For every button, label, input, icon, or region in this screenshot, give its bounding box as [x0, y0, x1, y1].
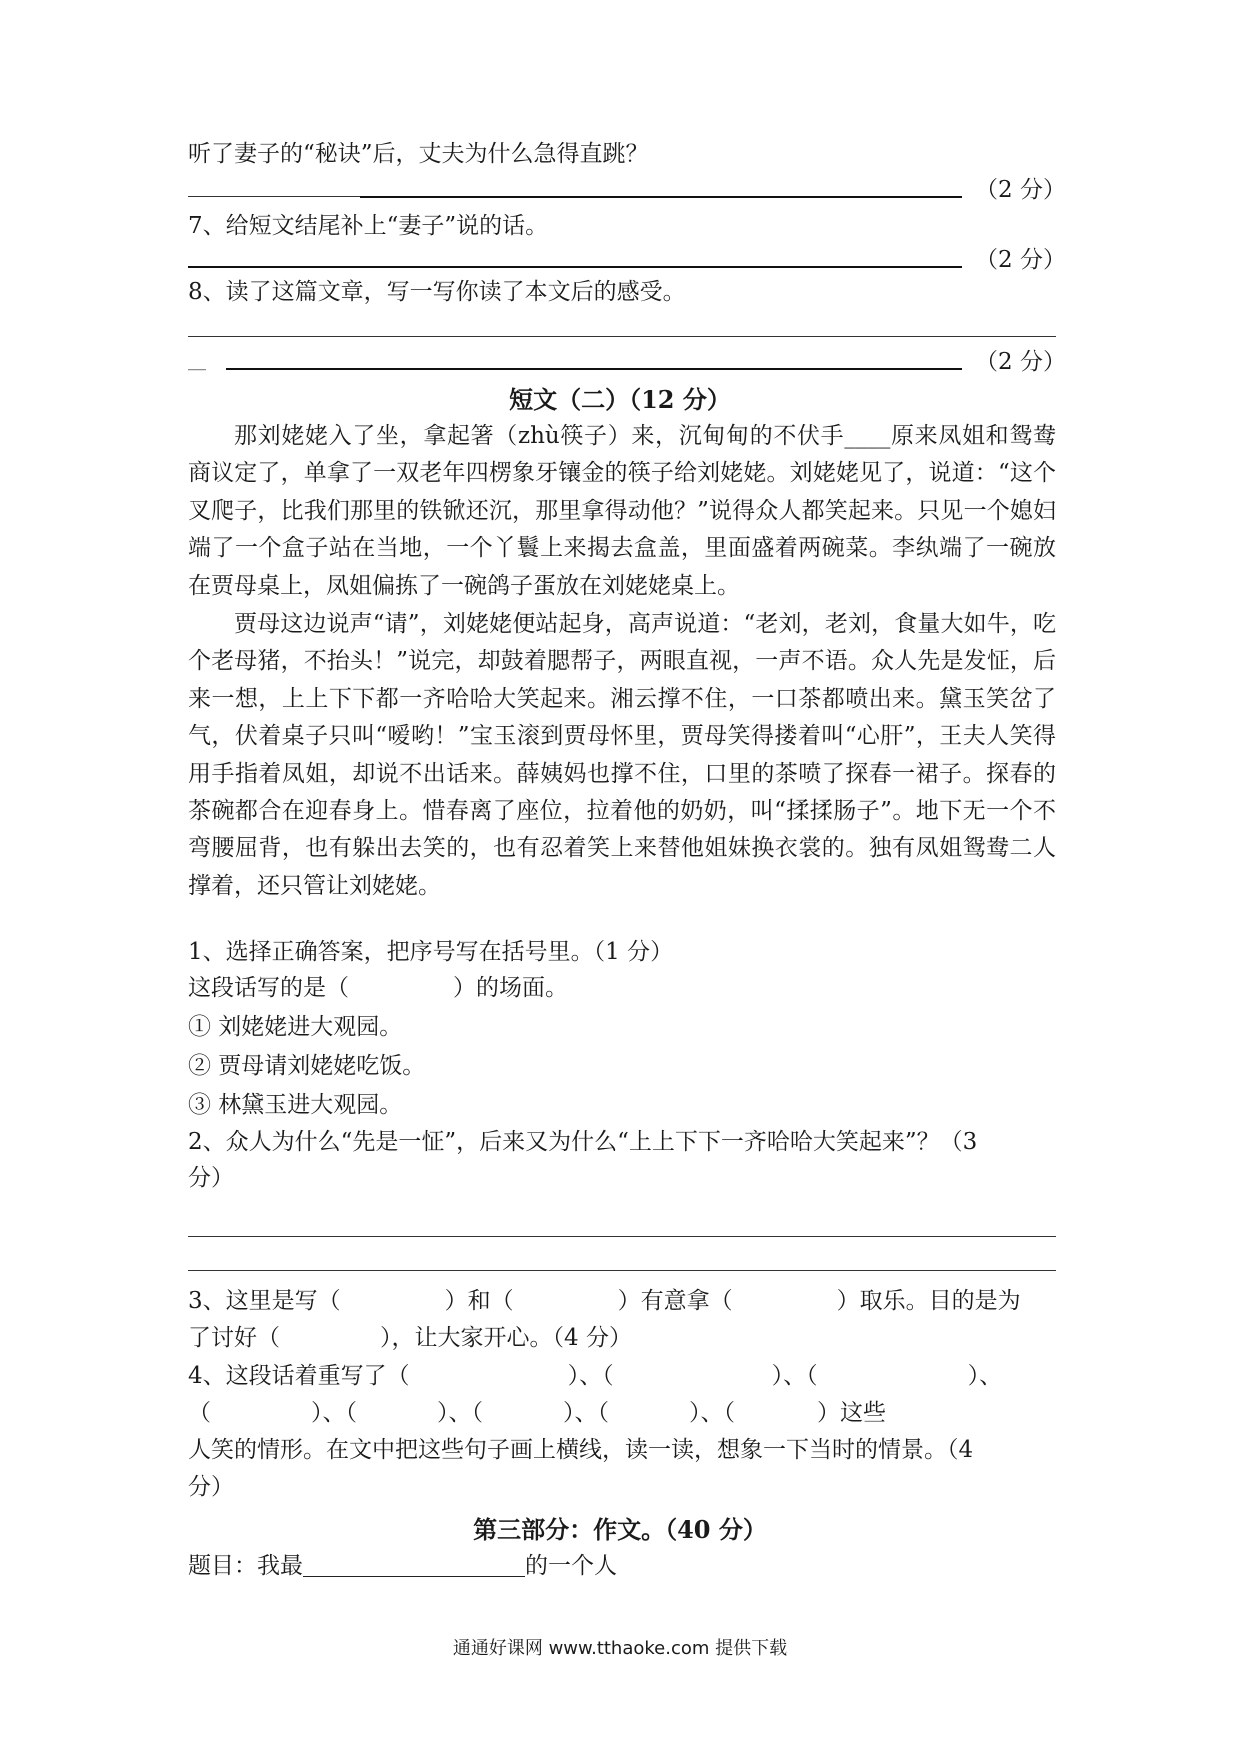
p2-question-3-cont [188, 1320, 632, 1356]
p2-question-4 [188, 1358, 1002, 1394]
answer-line[interactable] [360, 196, 962, 198]
q4-part: ）这些 [817, 1400, 886, 1426]
answer-line[interactable] [226, 368, 962, 370]
p2-question-4-cont: 人笑的情形。在文中把这些句子画上横线，读一读，想象一下当时的情景。（4 [188, 1437, 974, 1463]
score-label: （2 分） [975, 247, 1066, 273]
q3-part: ）有意拿（ [617, 1288, 733, 1314]
answer-line[interactable] [188, 1236, 1056, 1237]
p2-question-1-stem [188, 970, 568, 1006]
question-7-text: 7、给短文结尾补上“妻子”说的话。 [188, 213, 549, 239]
answer-line[interactable] [188, 336, 1056, 337]
essay-suffix: 的一个人 [525, 1553, 617, 1579]
q3-part: ）和（ [444, 1288, 514, 1314]
essay-title-line [188, 1548, 617, 1584]
question-8-text: 8、读了这篇文章，写一写你读了本文后的感受。 [188, 279, 686, 305]
q3-part: 3、这里是写（ [188, 1288, 341, 1314]
stem-part: ）的场面。 [453, 975, 568, 1001]
option-2: ② 贾母请刘姥姥吃饭。 [188, 1053, 426, 1079]
part-3-title: 第三部分：作文。（40 分） [473, 1515, 767, 1544]
p2-question-3 [188, 1283, 1021, 1319]
option-3: ③ 林黛玉进大观园。 [188, 1092, 403, 1118]
p2-question-4-blanks [188, 1395, 886, 1431]
q4-part: ）、 [967, 1363, 1003, 1389]
p2-question-4-cont2: 分） [188, 1474, 234, 1500]
q4-part: （ [188, 1400, 211, 1426]
score-label: （2 分） [975, 349, 1066, 375]
q3-part: 了讨好（ [188, 1325, 280, 1351]
q4-part: ）、（ [311, 1400, 357, 1426]
answer-line[interactable] [188, 196, 360, 197]
essay-blank[interactable] [303, 1552, 525, 1577]
option-1: ① 刘姥姥进大观园。 [188, 1014, 403, 1040]
dash-prefix: __ [188, 350, 206, 371]
essay-prefix: 题目：我最 [188, 1553, 303, 1579]
answer-line[interactable] [188, 1270, 1056, 1271]
q3-part: ）取乐。目的是为 [836, 1288, 1021, 1314]
passage-2-paragraph-2: 贾母这边说声“请”，刘姥姥便站起身，高声说道：“老刘，老刘，食量大如牛，吃个老母猪，不抬头！”说完，却鼓着腮帮子，两眼直视，一声不语。众人先是发怔，后来一想，上上下下都一齐哈哈大笑起来。湘云撑不住，一口茶都喷出来。黛玉笑岔了气，伏着桌子只叫“嗳哟！”宝玉滚到贾母怀里，贾母笑得搂着叫“心肝”，王夫人笑得用手指着凤姐，却说不出话来。薛姨妈也撑不住，口里的茶喷了探春一裙子。探春的茶碗都合在迎春身上。惜春离了座位，拉着他的奶奶，叫“揉揉肠子”。地下无一个不弯腰屈背，也有躲出去笑的，也有忍着笑上来替他姐妹换衣裳的。独有凤姐鸳鸯二人撑着，还只管让刘姥姥。 [188, 611, 1056, 899]
p2-question-1: 1、选择正确答案，把序号写在括号里。（1 分） [188, 939, 674, 965]
passage-2-title: 短文（二）（12 分） [509, 385, 731, 414]
q4-part: ）、（ [563, 1400, 609, 1426]
stem-part: 这段话写的是（ [188, 975, 349, 1001]
passage-2-paragraph-1: 那刘姥姥入了坐，拿起箸（zhù筷子）来，沉甸甸的不伏手____原来凤姐和鸳鸯商议定了，单拿了一双老年四楞象牙镶金的筷子给刘姥姥。刘姥姥见了，说道：“这个叉爬子，比我们那里的铁锨还沉，那里拿得动他？”说得众人都笑起来。只见一个媳妇端了一个盒子站在当地，一个丫鬟上来揭去盒盖，里面盛着两碗菜。李纨端了一碗放在贾母桌上，凤姐偏拣了一碗鸽子蛋放在刘姥姥桌上。 [188, 423, 1056, 599]
question-6-text: 听了妻子的“秘诀”后，丈夫为什么急得直跳？ [188, 141, 649, 167]
q4-part: ）、（ [771, 1363, 818, 1389]
page-footer: 通通好课网 www.tthaoke.com 提供下载 [452, 1638, 788, 1659]
q4-part: ）、（ [567, 1363, 614, 1389]
p2-question-2-cont: 分） [188, 1165, 234, 1191]
score-label: （2 分） [975, 177, 1066, 203]
p2-question-2: 2、众人为什么“先是一怔”，后来又为什么“上上下下一齐哈哈大笑起来”？（3 [188, 1129, 978, 1155]
q4-part: 4、这段话着重写了（ [188, 1363, 410, 1389]
q3-part: ），让大家开心。（4 分） [380, 1325, 632, 1351]
q4-part: ）、（ [689, 1400, 735, 1426]
answer-line[interactable] [188, 266, 962, 268]
q4-part: ）、（ [437, 1400, 483, 1426]
